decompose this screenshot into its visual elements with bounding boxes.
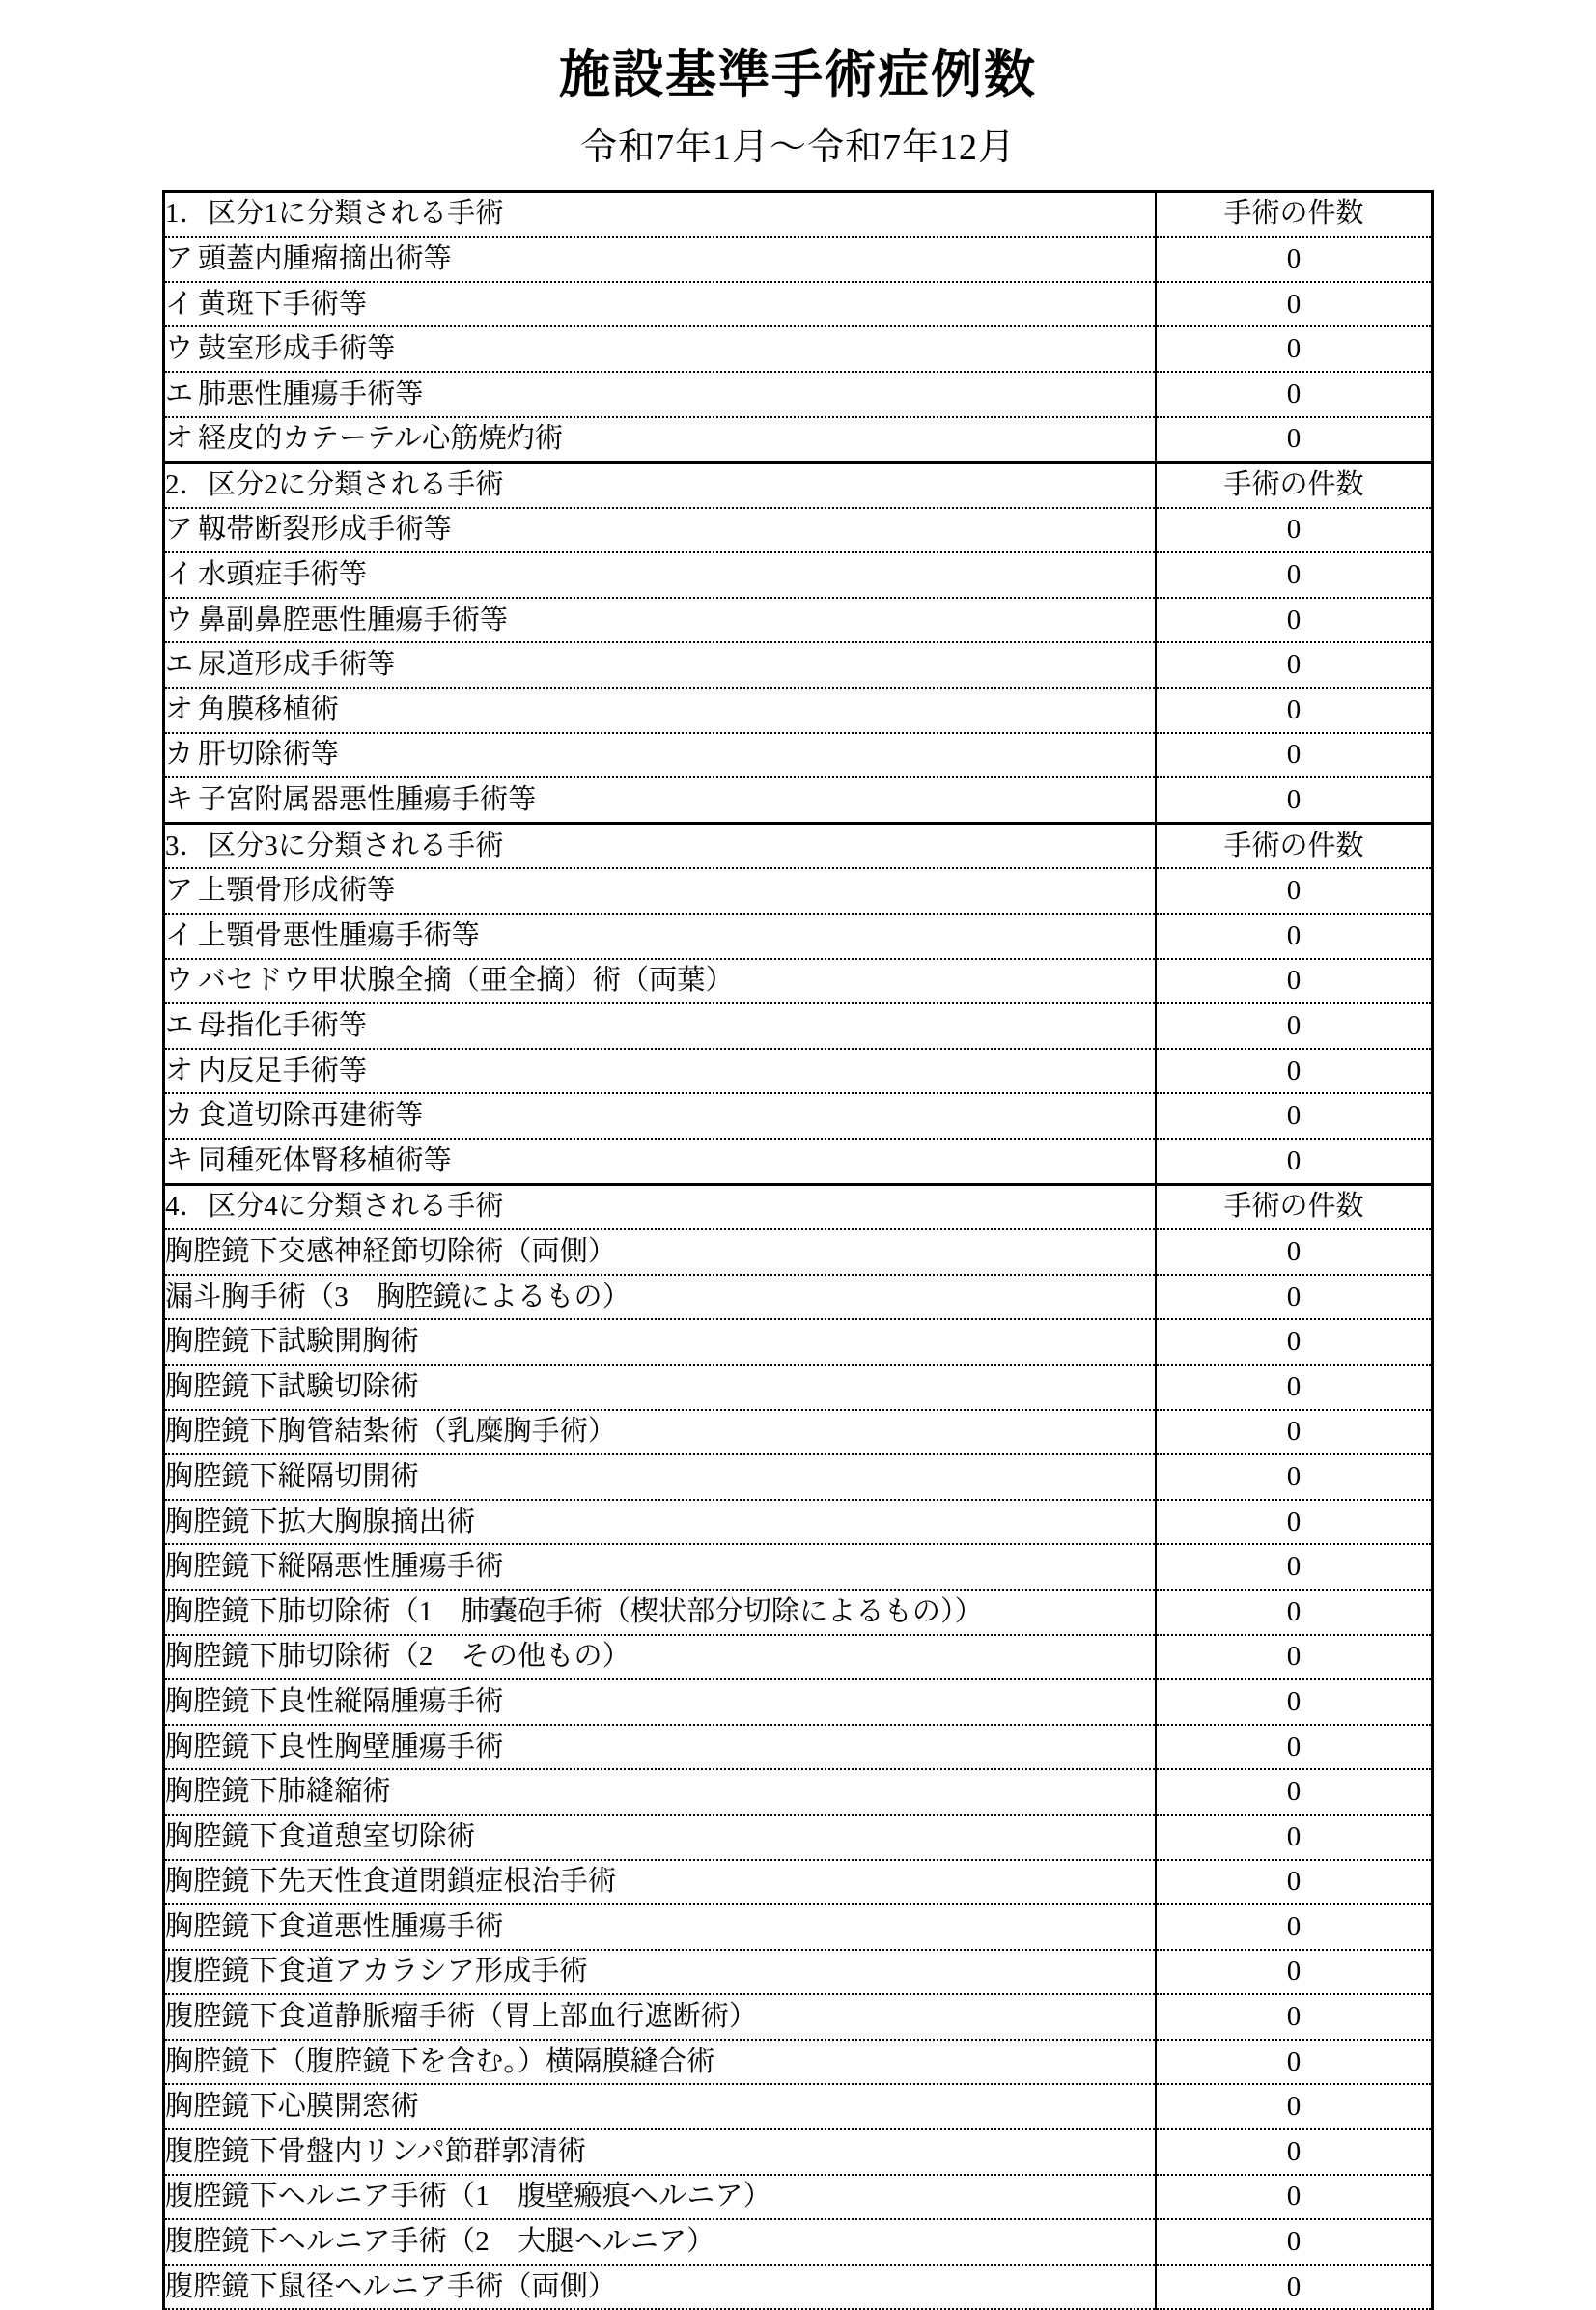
table-row [164,1815,1433,1860]
item-kana-marker: ウ [165,604,194,635]
surgery-name-cell [164,642,1157,688]
table-row [164,1049,1433,1094]
section-header-row [164,823,1433,868]
surgery-name-label: 子宮附属器悪性腫瘍手術等 [198,784,537,816]
surgery-name-cell [164,1860,1157,1905]
table-row [164,1093,1433,1139]
surgery-name-cell [164,552,1157,598]
surgery-name-label: 胸腔鏡下試験開胸術 [165,1326,419,1358]
page-title: 施設基準手術症例数 [559,47,1037,103]
surgery-name-cell [164,1725,1157,1770]
surgery-name-cell [164,1904,1157,1950]
surgery-name-cell [164,1950,1157,1995]
table-row [164,1454,1433,1500]
surgery-count-cell: 0 [1156,1410,1432,1455]
surgery-count-cell: 0 [1156,2129,1432,2175]
item-kana-marker: キ [165,784,194,816]
table-row [164,1950,1433,1995]
table-row [164,1679,1433,1725]
surgery-count-cell: 0 [1156,1093,1432,1139]
surgery-name-cell [164,1815,1157,1860]
surgery-name-cell [164,2265,1157,2310]
surgery-name-cell [164,777,1157,823]
surgery-name-cell [164,1679,1157,1725]
surgery-name-label: バセドウ甲状腺全摘（亜全摘）術（両葉） [198,965,734,997]
surgery-name-label: 水頭症手術等 [198,559,368,591]
table-row [164,1319,1433,1365]
surgery-name-cell [164,237,1157,282]
item-kana-marker: オ [165,693,194,725]
item-kana-marker: キ [165,1144,194,1176]
surgery-count-cell: 0 [1156,868,1432,914]
surgery-name-cell [164,733,1157,778]
surgery-name-cell [164,914,1157,959]
surgery-count-cell: 0 [1156,1635,1432,1680]
section-header-row [164,463,1433,508]
surgery-count-cell: 0 [1156,2265,1432,2310]
surgery-count-cell: 0 [1156,1275,1432,1320]
table-row [164,2084,1433,2129]
table-row [164,688,1433,733]
count-column-header: 手術の件数 [1156,191,1432,237]
surgery-count-cell: 0 [1156,1725,1432,1770]
surgery-name-cell [164,598,1157,643]
surgery-name-label: 鼓室形成手術等 [198,333,396,365]
surgery-name-label: 腹腔鏡下骨盤内リンパ節群郭清術 [165,2135,586,2167]
surgery-name-cell [164,508,1157,553]
surgery-name-label: 漏斗胸手術（3 胸腔鏡によるもの） [165,1281,630,1312]
surgery-name-cell [164,417,1157,463]
surgery-count-cell: 0 [1156,688,1432,733]
surgery-count-cell: 0 [1156,1994,1432,2040]
item-kana-marker: エ [165,649,194,681]
table-row [164,733,1433,778]
surgery-name-label: 胸腔鏡下食道憩室切除術 [165,1820,476,1852]
surgery-name-label: 黄斑下手術等 [198,288,368,320]
table-row [164,326,1433,372]
surgery-name-cell [164,1590,1157,1635]
surgery-name-label: 鼻副鼻腔悪性腫瘍手術等 [198,604,509,635]
surgery-name-cell [164,688,1157,733]
surgery-count-cell: 0 [1156,1229,1432,1275]
table-row [164,2175,1433,2220]
surgery-count-cell: 0 [1156,959,1432,1004]
surgery-count-cell: 0 [1156,1950,1432,1995]
surgery-name-label: 同種死体腎移植術等 [198,1144,452,1176]
surgery-count-cell: 0 [1156,1904,1432,1950]
table-row [164,237,1433,282]
surgery-name-label: 食道切除再建術等 [198,1100,424,1132]
table-row [164,959,1433,1004]
surgery-name-cell [164,959,1157,1004]
surgery-name-label: 腹腔鏡下ヘルニア手術（1 腹壁瘢痕ヘルニア） [165,2181,771,2212]
surgery-count-cell: 0 [1156,1365,1432,1410]
surgery-name-cell [164,868,1157,914]
table-row [164,282,1433,327]
surgery-count-cell: 0 [1156,1815,1432,1860]
surgery-name-cell [164,1635,1157,1680]
surgery-name-label: 肝切除術等 [198,739,340,771]
section-heading: 1．区分1に分類される手術 [164,191,1157,237]
surgery-count-cell: 0 [1156,642,1432,688]
surgery-name-label: 胸腔鏡下心膜開窓術 [165,2091,419,2123]
page-subtitle-period: 令和7年1月～令和7年12月 [579,127,1016,168]
surgery-name-label: 頭蓋内腫瘤摘出術等 [198,242,452,274]
item-kana-marker: イ [165,919,194,951]
table-row [164,1725,1433,1770]
item-kana-marker: ア [165,875,194,907]
item-kana-marker: ア [165,514,194,546]
surgery-name-label: 腹腔鏡下ヘルニア手術（2 大腿ヘルニア） [165,2226,715,2258]
surgery-name-label: 腹腔鏡下食道静脈瘤手術（胃上部血行遮断術） [165,2001,758,2033]
surgery-name-cell [164,1139,1157,1184]
surgery-count-cell: 0 [1156,2084,1432,2129]
table-row [164,2040,1433,2085]
table-row [164,1635,1433,1680]
surgery-name-label: 内反足手術等 [198,1055,368,1086]
surgery-name-cell [164,1049,1157,1094]
surgery-count-cell: 0 [1156,1679,1432,1725]
surgery-name-label: 胸腔鏡下縦隔切開術 [165,1460,419,1492]
surgery-name-cell [164,1544,1157,1590]
surgery-count-cell: 0 [1156,282,1432,327]
table-row [164,1003,1433,1049]
surgery-count-cell: 0 [1156,552,1432,598]
surgery-count-cell: 0 [1156,1544,1432,1590]
table-row [164,1544,1433,1590]
table-row [164,1904,1433,1950]
surgery-name-label: 肺悪性腫瘍手術等 [198,378,424,409]
surgery-count-cell: 0 [1156,2175,1432,2220]
surgery-name-cell [164,1003,1157,1049]
item-kana-marker: ウ [165,965,194,997]
surgery-name-label: 腹腔鏡下鼠径ヘルニア手術（両側） [165,2270,617,2302]
table-row [164,914,1433,959]
surgery-name-cell [164,1410,1157,1455]
table-row [164,1365,1433,1410]
surgery-count-cell: 0 [1156,598,1432,643]
surgery-name-cell [164,1994,1157,2040]
table-body [164,191,1433,2309]
table-row [164,2129,1433,2175]
count-column-header: 手術の件数 [1156,1184,1432,1229]
surgery-name-label: 胸腔鏡下肺切除術（1 肺嚢砲手術（楔状部分切除によるもの）） [165,1595,984,1627]
surgery-count-cell: 0 [1156,1860,1432,1905]
surgery-count-cell: 0 [1156,237,1432,282]
surgery-name-label: 角膜移植術 [198,693,340,725]
table-row [164,868,1433,914]
table-row [164,598,1433,643]
section-heading: 4．区分4に分類される手術 [164,1184,1157,1229]
surgery-count-cell: 0 [1156,1319,1432,1365]
item-kana-marker: ウ [165,333,194,365]
surgery-name-label: 上顎骨形成術等 [198,875,396,907]
item-kana-marker: エ [165,1010,194,1042]
surgery-name-cell [164,1769,1157,1815]
table-row [164,372,1433,417]
surgery-name-label: 胸腔鏡下良性胸壁腫瘍手術 [165,1731,504,1762]
surgery-count-cell: 0 [1156,777,1432,823]
surgery-count-cell: 0 [1156,508,1432,553]
surgery-name-cell [164,2175,1157,2220]
surgery-count-cell: 0 [1156,2040,1432,2085]
surgery-count-cell: 0 [1156,1139,1432,1184]
surgery-name-label: 胸腔鏡下食道悪性腫瘍手術 [165,1910,504,1942]
count-column-header: 手術の件数 [1156,823,1432,868]
table-row [164,1994,1433,2040]
item-kana-marker: ア [165,242,194,274]
table-row [164,1860,1433,1905]
item-kana-marker: カ [165,1100,194,1132]
surgery-name-label: 胸腔鏡下胸管結紮術（乳糜胸手術） [165,1416,617,1448]
surgery-name-label: 母指化手術等 [198,1010,368,1042]
surgery-name-cell [164,1500,1157,1545]
surgery-name-label: 靱帯断裂形成手術等 [198,514,452,546]
surgery-count-cell: 0 [1156,372,1432,417]
count-column-header: 手術の件数 [1156,463,1432,508]
surgery-count-cell: 0 [1156,1003,1432,1049]
surgery-name-label: 経皮的カテーテル心筋焼灼術 [198,423,564,455]
surgery-name-label: 尿道形成手術等 [198,649,396,681]
surgery-name-cell [164,1093,1157,1139]
surgery-count-cell: 0 [1156,1454,1432,1500]
item-kana-marker: オ [165,423,194,455]
item-kana-marker: エ [165,378,194,409]
surgery-name-cell [164,2129,1157,2175]
surgery-name-cell [164,372,1157,417]
item-kana-marker: イ [165,288,194,320]
surgery-count-cell: 0 [1156,326,1432,372]
section-heading: 3．区分3に分類される手術 [164,823,1157,868]
surgery-name-label: 胸腔鏡下肺縫縮術 [165,1776,391,1808]
section-header-row [164,1184,1433,1229]
surgery-name-label: 胸腔鏡下試験切除術 [165,1370,419,1402]
table-row [164,1410,1433,1455]
table-row [164,508,1433,553]
surgery-name-label: 胸腔鏡下（腹腔鏡下を含む。）横隔膜縫合術 [165,2045,715,2077]
surgery-name-cell [164,1229,1157,1275]
surgery-count-cell: 0 [1156,1049,1432,1094]
item-kana-marker: オ [165,1055,194,1086]
surgery-name-cell [164,282,1157,327]
item-kana-marker: イ [165,559,194,591]
table-row [164,1769,1433,1815]
surgery-name-cell [164,326,1157,372]
surgery-case-count-table [162,190,1434,2310]
section-heading: 2．区分2に分類される手術 [164,463,1157,508]
surgery-name-label: 胸腔鏡下交感神経節切除術（両側） [165,1235,617,1267]
surgery-count-cell: 0 [1156,1590,1432,1635]
table-row [164,777,1433,823]
surgery-name-label: 上顎骨悪性腫瘍手術等 [198,919,481,951]
surgery-name-cell [164,1319,1157,1365]
surgery-count-cell: 0 [1156,1500,1432,1545]
table-row [164,1590,1433,1635]
surgery-count-cell: 0 [1156,2219,1432,2265]
surgery-name-cell [164,2040,1157,2085]
surgery-name-label: 腹腔鏡下食道アカラシア形成手術 [165,1956,588,1987]
surgery-name-cell [164,1454,1157,1500]
table-row [164,1500,1433,1545]
surgery-name-cell [164,2084,1157,2129]
surgery-count-cell: 0 [1156,417,1432,463]
surgery-name-label: 胸腔鏡下縦隔悪性腫瘍手術 [165,1551,504,1583]
surgery-count-cell: 0 [1156,1769,1432,1815]
table-row [164,1275,1433,1320]
table-row [164,2265,1433,2310]
table-row [164,417,1433,463]
table-row [164,1139,1433,1184]
surgery-count-cell: 0 [1156,733,1432,778]
surgery-count-cell: 0 [1156,914,1432,959]
item-kana-marker: カ [165,739,194,771]
surgery-name-label: 胸腔鏡下良性縦隔腫瘍手術 [165,1685,504,1717]
surgery-name-cell [164,1365,1157,1410]
surgery-name-label: 胸腔鏡下拡大胸腺摘出術 [165,1506,476,1537]
surgery-name-cell [164,1275,1157,1320]
table-row [164,552,1433,598]
table-row [164,1229,1433,1275]
section-header-row [164,191,1433,237]
surgery-name-label: 胸腔鏡下肺切除術（2 その他もの） [165,1641,630,1673]
table-row [164,642,1433,688]
surgery-name-label: 胸腔鏡下先天性食道閉鎖症根治手術 [165,1866,617,1898]
